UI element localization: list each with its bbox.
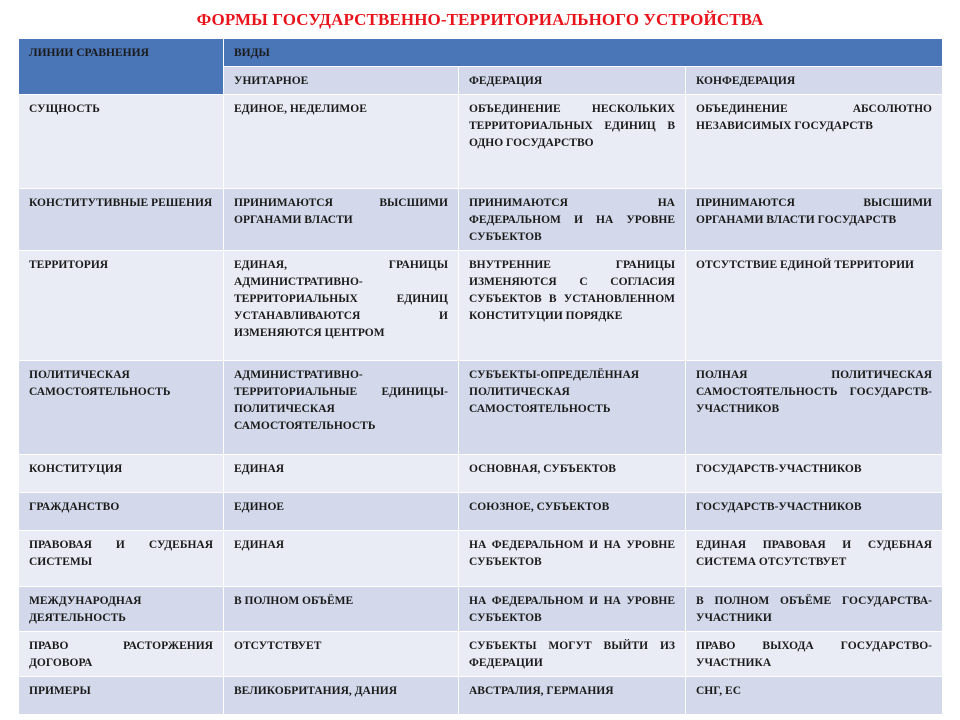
table-row	[19, 189, 943, 251]
cell-confederation: ПРАВО ВЫХОДА ГОСУДАРСТВО-УЧАСТНИКА	[686, 632, 943, 677]
cell-federation: ВНУТРЕННИЕ ГРАНИЦЫ ИЗМЕНЯЮТСЯ С СОГЛАСИЯ СУБЪЕКТОВ В УСТАНОВЛЕННОМ КОНСТИТУЦИИ ПОРЯДКЕ	[459, 251, 686, 361]
table-row	[19, 95, 943, 189]
table-row	[19, 361, 943, 455]
header-unitary: УНИТАРНОЕ	[224, 67, 459, 95]
cell-unitary: ЕДИНОЕ, НЕДЕЛИМОЕ	[224, 95, 459, 189]
table-row	[19, 455, 943, 493]
table-row	[19, 632, 943, 677]
cell-unitary: ЕДИНАЯ	[224, 455, 459, 493]
cell-unitary: В ПОЛНОМ ОБЪЁМЕ	[224, 587, 459, 632]
cell-confederation: ОТСУТСТВИЕ ЕДИНОЙ ТЕРРИТОРИИ	[686, 251, 943, 361]
table-row	[19, 251, 943, 361]
header-federation: ФЕДЕРАЦИЯ	[459, 67, 686, 95]
table-row	[19, 587, 943, 632]
cell-confederation: ЕДИНАЯ ПРАВОВАЯ И СУДЕБНАЯ СИСТЕМА ОТСУТСТВУЕТ	[686, 531, 943, 587]
cell-federation: АВСТРАЛИЯ, ГЕРМАНИЯ	[459, 677, 686, 715]
cell-unitary: ЕДИНОЕ	[224, 493, 459, 531]
cell-confederation: В ПОЛНОМ ОБЪЁМЕ ГОСУДАРСТВА-УЧАСТНИКИ	[686, 587, 943, 632]
comparison-table	[18, 38, 943, 715]
header-types: ВИДЫ	[224, 39, 943, 67]
row-label: ТЕРРИТОРИЯ	[19, 251, 224, 361]
cell-unitary: АДМИНИСТРАТИВНО-ТЕРРИТОРИАЛЬНЫЕ ЕДИНИЦЫ-ПОЛИТИЧЕСКАЯ САМОСТОЯТЕЛЬНОСТЬ	[224, 361, 459, 455]
row-label: КОНСТИТУТИВНЫЕ РЕШЕНИЯ	[19, 189, 224, 251]
cell-confederation: ПРИНИМАЮТСЯ ВЫСШИМИ ОРГАНАМИ ВЛАСТИ ГОСУДАРСТВ	[686, 189, 943, 251]
table-row	[19, 531, 943, 587]
row-label: КОНСТИТУЦИЯ	[19, 455, 224, 493]
row-label: ПОЛИТИЧЕСКАЯ САМОСТОЯТЕЛЬНОСТЬ	[19, 361, 224, 455]
cell-confederation: ГОСУДАРСТВ-УЧАСТНИКОВ	[686, 455, 943, 493]
cell-confederation: ОБЪЕДИНЕНИЕ АБСОЛЮТНО НЕЗАВИСИМЫХ ГОСУДАРСТВ	[686, 95, 943, 189]
cell-federation: НА ФЕДЕРАЛЬНОМ И НА УРОВНЕ СУБЪЕКТОВ	[459, 587, 686, 632]
page-title: ФОРМЫ ГОСУДАРСТВЕННО-ТЕРРИТОРИАЛЬНОГО УСТРОЙСТВА	[196, 10, 764, 29]
cell-federation: ОСНОВНАЯ, СУБЪЕКТОВ	[459, 455, 686, 493]
cell-federation: НА ФЕДЕРАЛЬНОМ И НА УРОВНЕ СУБЪЕКТОВ	[459, 531, 686, 587]
cell-federation: ПРИНИМАЮТСЯ НА ФЕДЕРАЛЬНОМ И НА УРОВНЕ СУБЪЕКТОВ	[459, 189, 686, 251]
cell-federation: СУБЪЕКТЫ МОГУТ ВЫЙТИ ИЗ ФЕДЕРАЦИИ	[459, 632, 686, 677]
cell-federation: СУБЪЕКТЫ-ОПРЕДЕЛЁННАЯ ПОЛИТИЧЕСКАЯ САМОСТОЯТЕЛЬНОСТЬ	[459, 361, 686, 455]
header-comparison-lines: ЛИНИИ СРАВНЕНИЯ	[19, 39, 224, 95]
cell-unitary: ЕДИНАЯ, ГРАНИЦЫ АДМИНИСТРАТИВНО-ТЕРРИТОРИАЛЬНЫХ ЕДИНИЦ УСТАНАВЛИВАЮТСЯ И ИЗМЕНЯЮТСЯ ЦЕНТРОМ	[224, 251, 459, 361]
cell-confederation: ПОЛНАЯ ПОЛИТИЧЕСКАЯ САМОСТОЯТЕЛЬНОСТЬ ГОСУДАРСТВ-УЧАСТНИКОВ	[686, 361, 943, 455]
row-label: СУЩНОСТЬ	[19, 95, 224, 189]
row-label: МЕЖДУНАРОДНАЯ ДЕЯТЕЛЬНОСТЬ	[19, 587, 224, 632]
row-label: ПРАВОВАЯ И СУДЕБНАЯ СИСТЕМЫ	[19, 531, 224, 587]
cell-unitary: ПРИНИМАЮТСЯ ВЫСШИМИ ОРГАНАМИ ВЛАСТИ	[224, 189, 459, 251]
row-label: ГРАЖДАНСТВО	[19, 493, 224, 531]
cell-confederation: ГОСУДАРСТВ-УЧАСТНИКОВ	[686, 493, 943, 531]
cell-unitary: ОТСУТСТВУЕТ	[224, 632, 459, 677]
cell-confederation: СНГ, ЕС	[686, 677, 943, 715]
cell-federation: СОЮЗНОЕ, СУБЪЕКТОВ	[459, 493, 686, 531]
table-row	[19, 677, 943, 715]
cell-federation: ОБЪЕДИНЕНИЕ НЕСКОЛЬКИХ ТЕРРИТОРИАЛЬНЫХ ЕДИНИЦ В ОДНО ГОСУДАРСТВО	[459, 95, 686, 189]
row-label: ПРАВО РАСТОРЖЕНИЯ ДОГОВОРА	[19, 632, 224, 677]
table-row	[19, 493, 943, 531]
cell-unitary: ЕДИНАЯ	[224, 531, 459, 587]
row-label: ПРИМЕРЫ	[19, 677, 224, 715]
cell-unitary: ВЕЛИКОБРИТАНИЯ, ДАНИЯ	[224, 677, 459, 715]
header-confederation: КОНФЕДЕРАЦИЯ	[686, 67, 943, 95]
